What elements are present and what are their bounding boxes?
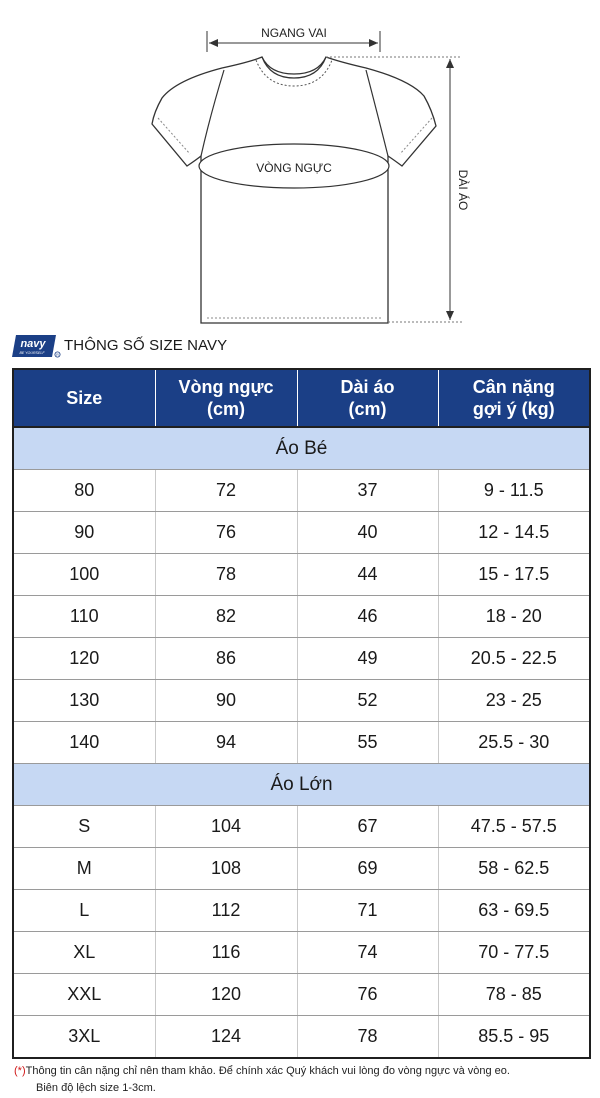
cell-length: 76 [297,974,438,1016]
cell-chest: 104 [155,806,297,848]
cell-size: XL [13,932,155,974]
footnote-mark: (*) [14,1065,26,1077]
cell-length: 69 [297,848,438,890]
cell-length: 44 [297,554,438,596]
cell-size: XXL [13,974,155,1016]
cell-chest: 82 [155,596,297,638]
shoulder-label: NGANG VAI [261,26,327,40]
cell-size: 100 [13,554,155,596]
cell-size: 110 [13,596,155,638]
table-row [13,806,590,848]
cell-chest: 116 [155,932,297,974]
length-label: DÀI ÁO [456,169,470,211]
cell-weight: 47.5 - 57.5 [438,806,590,848]
svg-text:navy: navy [20,338,46,350]
footnote-line-2: Biên độ lệch size 1-3cm. [36,1082,156,1094]
cell-length: 40 [297,512,438,554]
cell-chest: 72 [155,470,297,512]
cell-size: S [13,806,155,848]
table-row [13,890,590,932]
header-weight: Cân nặng gợi ý (kg) [438,369,590,427]
cell-chest: 94 [155,722,297,764]
cell-chest: 76 [155,512,297,554]
cell-chest: 108 [155,848,297,890]
cell-size: 130 [13,680,155,722]
size-table [12,368,591,1059]
cell-weight: 70 - 77.5 [438,932,590,974]
table-row [13,974,590,1016]
table-row [13,680,590,722]
cell-chest: 124 [155,1016,297,1059]
header-length: Dài áo (cm) [297,369,438,427]
cell-size: 90 [13,512,155,554]
cell-chest: 86 [155,638,297,680]
header-chest: Vòng ngực (cm) [155,369,297,427]
table-row [13,512,590,554]
cell-weight: 25.5 - 30 [438,722,590,764]
table-row [13,932,590,974]
cell-weight: 23 - 25 [438,680,590,722]
chest-label: VÒNG NGỰC [256,161,332,175]
table-row [13,470,590,512]
cell-length: 49 [297,638,438,680]
cell-size: L [13,890,155,932]
table-row [13,638,590,680]
cell-length: 37 [297,470,438,512]
navy-logo [12,332,60,358]
cell-chest: 112 [155,890,297,932]
footnote-line-1: Thông tin cân nặng chỉ nên tham khảo. Để chính xác Quý khách vui lòng đo vòng ngực và vòng eo. [25,1065,510,1077]
table-row [13,722,590,764]
group-row-adults [13,764,590,806]
cell-weight: 63 - 69.5 [438,890,590,932]
size-chart-title: THÔNG SỐ SIZE NAVY [64,336,228,354]
cell-chest: 120 [155,974,297,1016]
table-row [13,848,590,890]
cell-weight: 18 - 20 [438,596,590,638]
cell-length: 52 [297,680,438,722]
cell-chest: 78 [155,554,297,596]
table-row [13,596,590,638]
cell-size: 3XL [68,1026,101,1046]
cell-size: 80 [13,470,155,512]
table-header-row [13,369,590,427]
cell-length: 74 [297,932,438,974]
group-title: Áo Bé [13,427,590,470]
cell-length: 67 [297,806,438,848]
group-row-kids [13,427,590,470]
cell-weight: 85.5 - 95 [438,1016,590,1059]
cell-length: 46 [297,596,438,638]
table-row [13,1016,590,1059]
cell-weight: 15 - 17.5 [438,554,590,596]
cell-weight: 78 - 85 [438,974,590,1016]
cell-size: 120 [13,638,155,680]
cell-weight: 58 - 62.5 [438,848,590,890]
tshirt-diagram [0,0,600,330]
table-row [13,554,590,596]
cell-size: 140 [13,722,155,764]
cell-weight: 20.5 - 22.5 [438,638,590,680]
footnote [14,1063,594,1097]
cell-length: 71 [297,890,438,932]
svg-text:BE YOURSELF: BE YOURSELF [19,351,45,355]
cell-weight: 12 - 14.5 [438,512,590,554]
group-title: Áo Lớn [13,764,590,806]
svg-text:R: R [56,353,59,357]
cell-length: 55 [297,722,438,764]
brand-header [12,331,227,359]
tshirt-outline-icon [0,0,600,330]
header-size: Size [13,369,155,427]
cell-size: M [13,848,155,890]
cell-weight: 9 - 11.5 [438,470,590,512]
cell-chest: 90 [155,680,297,722]
cell-length: 78 [297,1016,438,1059]
